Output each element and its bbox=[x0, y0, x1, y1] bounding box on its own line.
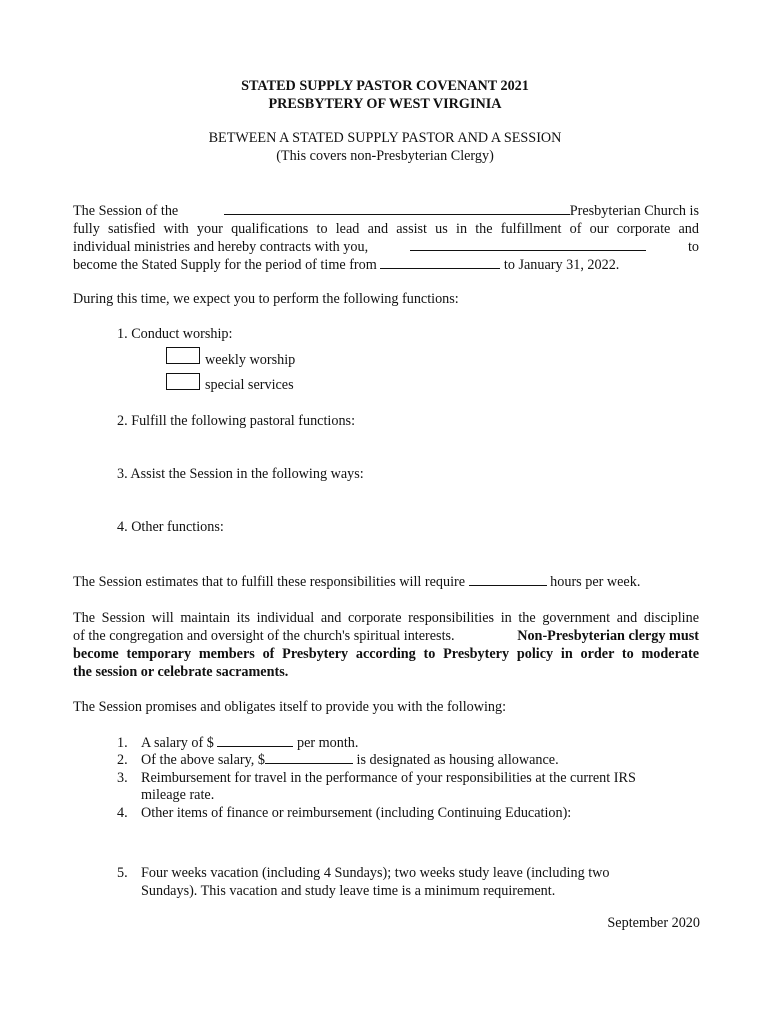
promise-travel-line-1: Reimbursement for travel in the performance of your responsibilities at the current IRS bbox=[141, 770, 636, 786]
special-services-checkbox[interactable] bbox=[166, 373, 200, 390]
salary-blank[interactable] bbox=[217, 734, 293, 747]
promise-number: 5. bbox=[117, 865, 128, 881]
intro-text: individual ministries and hereby contracts with you, bbox=[73, 239, 369, 255]
weekly-worship-label: weekly worship bbox=[205, 352, 296, 368]
special-services-label: special services bbox=[205, 377, 294, 393]
church-name-blank[interactable] bbox=[224, 202, 570, 215]
hours-blank[interactable] bbox=[469, 573, 547, 586]
promise-number: 1. bbox=[117, 735, 128, 751]
promise-number: 3. bbox=[117, 770, 128, 786]
intro-text: The Session of the bbox=[73, 203, 179, 219]
intro-line-1 bbox=[73, 202, 699, 220]
responsibility-line-3: become temporary members of Presbytery according to Presbytery policy in order to moderate bbox=[73, 646, 699, 662]
responsibility-line-2 bbox=[73, 627, 699, 645]
intro-text: become the Stated Supply for the period of time from bbox=[73, 257, 377, 273]
promise-travel-line-2: mileage rate. bbox=[141, 787, 215, 803]
promise-text: per month. bbox=[296, 735, 359, 751]
estimate-text: hours per week. bbox=[550, 574, 641, 590]
estimate-text: The Session estimates that to fulfill these responsibilities will require bbox=[73, 574, 466, 590]
promise-text: Of the above salary, $ bbox=[141, 752, 265, 768]
promise-text: A salary of $ bbox=[141, 735, 214, 751]
function-item-assist: 3. Assist the Session in the following ways: bbox=[117, 466, 364, 482]
promise-vacation-line-1: Four weeks vacation (including 4 Sundays); two weeks study leave (including two bbox=[141, 865, 610, 881]
intro-line-4 bbox=[73, 256, 699, 274]
promise-salary bbox=[141, 734, 358, 752]
intro-line-3 bbox=[73, 238, 699, 256]
document-organization: PRESBYTERY OF WEST VIRGINIA bbox=[268, 96, 502, 112]
responsibility-line-4: the session or celebrate sacraments. bbox=[73, 664, 289, 680]
promise-text: is designated as housing allowance. bbox=[356, 752, 559, 768]
intro-text: Presbyterian Church is bbox=[569, 203, 699, 219]
responsibility-line-1: The Session will maintain its individual and corporate responsibilities in the government and discipline bbox=[73, 610, 699, 626]
start-date-blank[interactable] bbox=[380, 256, 500, 269]
intro-line-2: fully satisfied with your qualifications to lead and assist us in the fulfillment of our corporate and bbox=[73, 221, 699, 237]
promise-vacation-line-2: Sundays). This vacation and study leave time is a minimum requirement. bbox=[141, 883, 556, 899]
document-subtitle: BETWEEN A STATED SUPPLY PASTOR AND A SESSION bbox=[208, 130, 562, 146]
intro-text: to bbox=[687, 239, 699, 255]
promise-number: 2. bbox=[117, 752, 128, 768]
revision-date: September 2020 bbox=[607, 915, 700, 931]
document-subtitle-note: (This covers non-Presbyterian Clergy) bbox=[276, 148, 494, 164]
hours-estimate bbox=[73, 573, 699, 591]
pastor-name-blank[interactable] bbox=[410, 238, 646, 251]
promise-number: 4. bbox=[117, 805, 128, 821]
responsibility-bold-text: Non-Presbyterian clergy must bbox=[517, 628, 699, 644]
function-item-worship: 1. Conduct worship: bbox=[117, 326, 233, 342]
function-item-pastoral: 2. Fulfill the following pastoral functions: bbox=[117, 413, 356, 429]
functions-intro: During this time, we expect you to perform the following functions: bbox=[73, 291, 459, 307]
promise-housing bbox=[141, 751, 559, 769]
intro-text: to January 31, 2022. bbox=[503, 257, 620, 273]
weekly-worship-checkbox[interactable] bbox=[166, 347, 200, 364]
housing-allowance-blank[interactable] bbox=[265, 751, 353, 764]
function-item-other: 4. Other functions: bbox=[117, 519, 224, 535]
promises-intro: The Session promises and obligates itself to provide you with the following: bbox=[73, 699, 507, 715]
document-title: STATED SUPPLY PASTOR COVENANT 2021 bbox=[241, 78, 529, 94]
responsibility-text: of the congregation and oversight of the church's spiritual interests. bbox=[73, 628, 455, 644]
promise-other: Other items of finance or reimbursement (including Continuing Education): bbox=[141, 805, 572, 821]
